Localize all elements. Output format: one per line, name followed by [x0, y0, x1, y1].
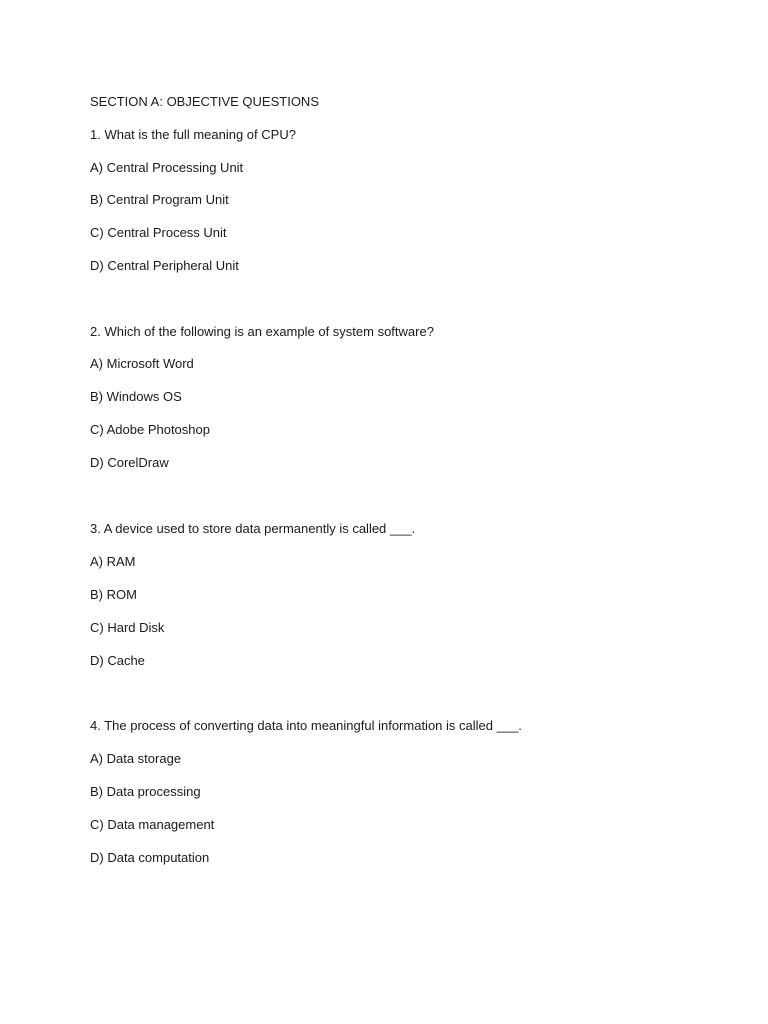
question-2-option-a: A) Microsoft Word: [90, 356, 194, 371]
question-1-option-c: C) Central Process Unit: [90, 225, 227, 240]
question-2-text: 2. Which of the following is an example of system software?: [90, 324, 434, 339]
question-4-option-a: A) Data storage: [90, 751, 182, 766]
question-1-option-a: A) Central Processing Unit: [90, 160, 244, 175]
section-title: SECTION A: OBJECTIVE QUESTIONS: [90, 94, 319, 109]
question-3-text: 3. A device used to store data permanently is called ___.: [90, 521, 416, 536]
question-3-option-c: C) Hard Disk: [90, 620, 165, 635]
question-3-option-a: A) RAM: [90, 554, 136, 569]
question-1-option-d: D) Central Peripheral Unit: [90, 258, 239, 273]
question-3-option-b: B) ROM: [90, 587, 137, 602]
question-4-option-b: B) Data processing: [90, 784, 201, 799]
question-4-text: 4. The process of converting data into meaningful information is called ___.: [90, 718, 522, 733]
question-2-option-d: D) CorelDraw: [90, 455, 169, 470]
question-3-option-d: D) Cache: [90, 653, 145, 668]
question-4-option-d: D) Data computation: [90, 850, 210, 865]
question-1-text: 1. What is the full meaning of CPU?: [90, 127, 296, 142]
question-2-option-b: B) Windows OS: [90, 389, 182, 404]
question-2-option-c: C) Adobe Photoshop: [90, 422, 210, 437]
question-1-option-b: B) Central Program Unit: [90, 192, 229, 207]
question-4-option-c: C) Data management: [90, 817, 215, 832]
